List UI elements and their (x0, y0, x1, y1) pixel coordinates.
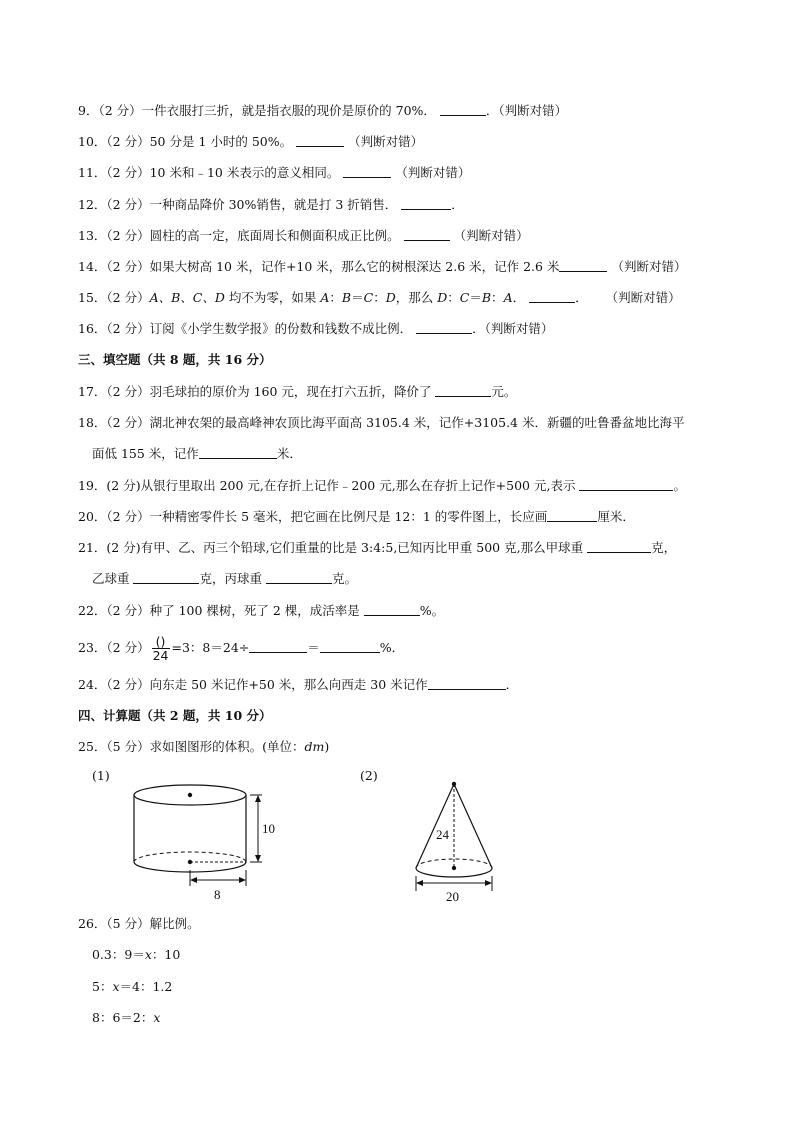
question-18-line2: 面低 155 米，记作 米． (92, 446, 302, 461)
answer-blank[interactable] (364, 603, 420, 616)
answer-blank[interactable] (559, 259, 607, 272)
question-23: 23．（2 分） $\frac{()}{24}$ =3：8＝24÷ ＝ %． (78, 634, 405, 663)
question-21-line2: 乙球重 克，丙球重 克。 (92, 571, 357, 586)
question-11: 11．（2 分）10 米和﹣10 米表示的意义相同。 （判断对错） (78, 165, 471, 180)
question-14: 14．（2 分）如果大树高 10 米，记作+10 米，那么它的树根深达 2.6 米，记作 2.6 米 （判断对错） (78, 259, 687, 274)
answer-blank[interactable] (547, 509, 597, 522)
answer-blank[interactable] (440, 103, 486, 116)
radius-label: 8 (214, 887, 221, 902)
proportion-equation-2: 5：x＝4：1.2 (92, 979, 173, 994)
question-10: 10．（2 分）50 分是 1 小时的 50%。 （判断对错） (78, 134, 424, 149)
question-22: 22．（2 分）种了 100 棵树，死了 2 棵，成活率是 %。 (78, 603, 445, 618)
answer-blank[interactable] (529, 290, 575, 303)
question-24: 24．（2 分）向东走 50 米记作+50 米，那么向西走 30 米记作 ． (78, 677, 519, 692)
question-19: 19．(2 分)从银行里取出 200 元,在存折上记作﹣200 元,那么在存折上记作+500 元,表示 。 (78, 478, 686, 493)
answer-blank[interactable] (579, 478, 673, 491)
cone-figure (408, 776, 508, 904)
proportion-equation-3: 8：6＝2：x (92, 1010, 161, 1025)
answer-blank[interactable] (435, 384, 491, 397)
figure-2-label: (2) (360, 768, 378, 783)
answer-blank[interactable] (266, 571, 332, 584)
question-18: 18．（2 分）湖北神农架的最高峰神农顶比海平面高 3105.4 米，记作+3105.4 米．新疆的吐鲁番盆地比海平 (78, 415, 685, 430)
question-26: 26．（5 分）解比例。 (78, 916, 200, 931)
answer-blank[interactable] (320, 640, 380, 653)
answer-blank[interactable] (416, 321, 472, 334)
question-17: 17．（2 分）羽毛球拍的原价为 160 元，现在打六五折，降价了 元。 (78, 384, 517, 399)
question-21: 21．(2 分)有甲、乙、丙三个铅球,它们重量的比是 3:4:5,已知丙比甲重 500 克,那么甲球重 克， (78, 540, 677, 555)
proportion-equation-1: 0.3：9＝x：10 (92, 947, 181, 962)
answer-blank[interactable] (404, 228, 450, 241)
question-25: 25．（5 分）求如图图形的体积。(单位：dm) (78, 739, 330, 754)
question-15: 15．（2 分）A、B、C、D 均不为零，如果 A：B＝C：D，那么 D：C＝B：A． ． （判断对错） (78, 290, 681, 305)
fraction: $\frac{()}{24}$ (152, 634, 169, 663)
answer-blank[interactable] (199, 446, 277, 459)
diameter-label: 20 (446, 889, 459, 904)
question-12: 12．（2 分）一种商品降价 30%销售，就是打 3 折销售． ． (78, 197, 464, 212)
section-heading-calculation: 四、计算题（共 2 题，共 10 分） (78, 708, 272, 723)
answer-blank[interactable] (428, 677, 506, 690)
answer-blank[interactable] (249, 640, 307, 653)
question-13: 13．（2 分）圆柱的高一定，底面周长和侧面积成正比例。 （判断对错） (78, 228, 529, 243)
answer-blank[interactable] (401, 197, 451, 210)
question-20: 20．（2 分）一种精密零件长 5 毫米，把它画在比例尺是 12：1 的零件图上，长应画 厘米． (78, 509, 635, 524)
question-9: 9．（2 分）一件衣服打三折，就是指衣服的现价是原价的 70%． ．（判断对错） (78, 103, 568, 118)
figure-1-label: (1) (92, 768, 110, 783)
answer-blank[interactable] (587, 540, 651, 553)
section-heading-fill-in: 三、填空题（共 8 题，共 16 分） (78, 352, 272, 367)
question-16: 16．（2 分）订阅《小学生数学报》的份数和钱数不成比例． ．（判断对错） (78, 321, 554, 336)
cylinder-figure (128, 778, 288, 910)
answer-blank[interactable] (343, 165, 391, 178)
answer-blank[interactable] (296, 134, 344, 147)
height-label: 24 (436, 827, 449, 842)
answer-blank[interactable] (133, 571, 199, 584)
height-label: 10 (262, 821, 275, 836)
